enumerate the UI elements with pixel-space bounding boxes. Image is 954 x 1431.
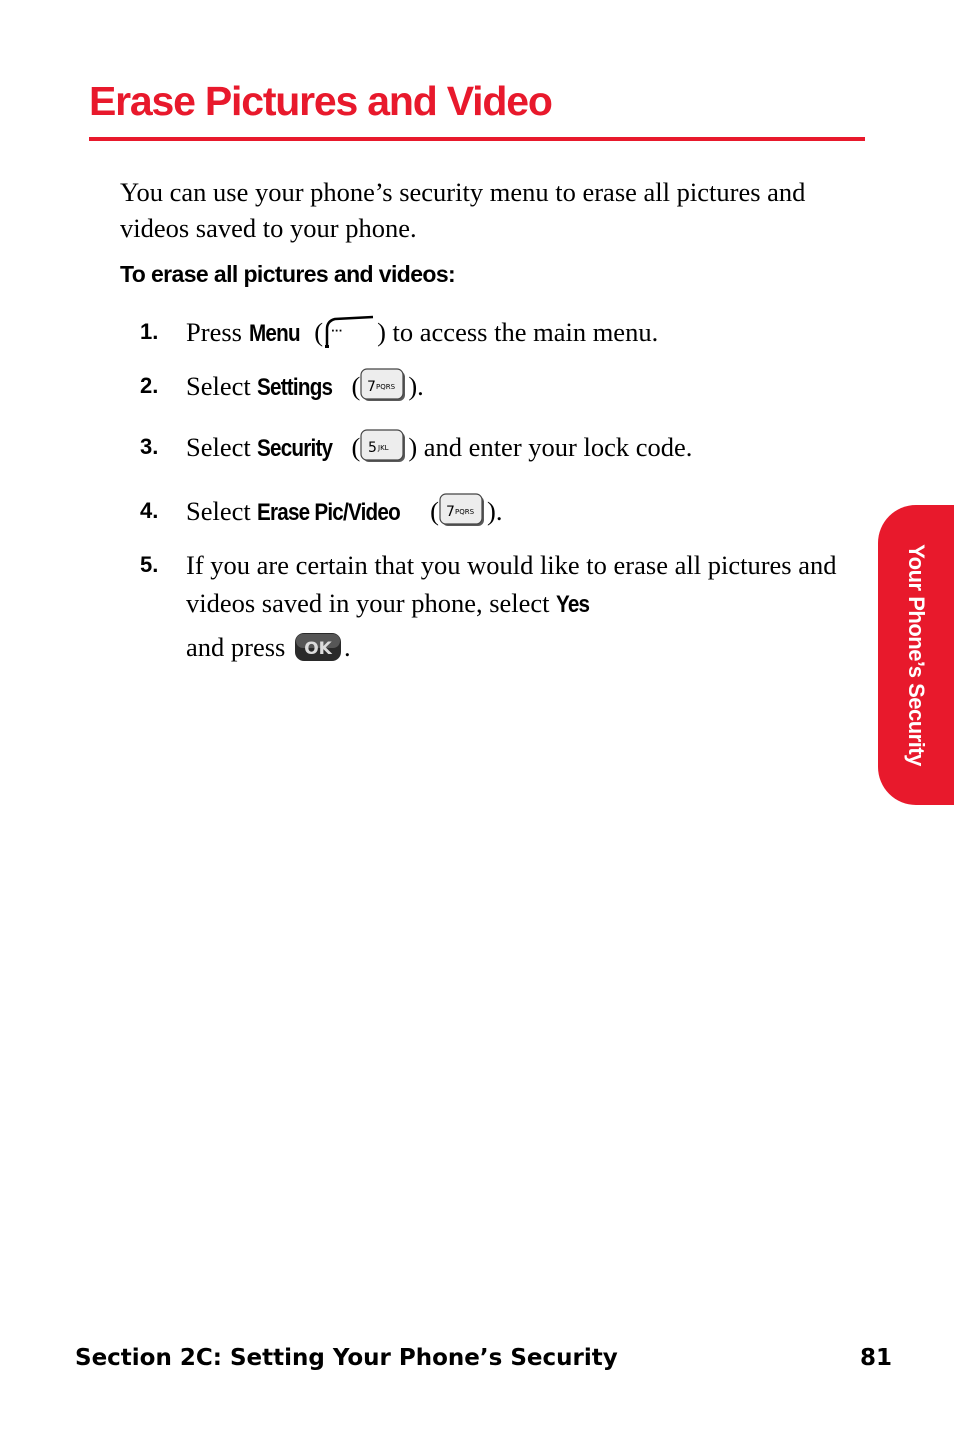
title-underline xyxy=(89,137,865,141)
step-text-paren: ( xyxy=(423,496,439,526)
key-letters: PQRS xyxy=(376,382,396,391)
step-text-post: ). xyxy=(487,496,503,526)
step-text-paren: ( xyxy=(307,317,324,347)
step-keyword-settings: Settings xyxy=(257,374,333,401)
step-text-paren: ( xyxy=(344,371,361,401)
section-side-tab-label-wrap xyxy=(878,505,954,805)
procedure-heading: To erase all pictures and videos: xyxy=(120,261,456,287)
step-number: 3. xyxy=(140,434,159,459)
footer-section-title: Section 2C: Setting Your Phone’s Security xyxy=(75,1345,618,1371)
step-text xyxy=(186,492,850,532)
step-3 xyxy=(140,428,850,468)
step-text xyxy=(186,313,850,353)
step-keyword-security: Security xyxy=(257,435,333,462)
step-number: 2. xyxy=(140,373,159,398)
step-text-post: ). xyxy=(408,371,424,401)
svg-text:···: ··· xyxy=(331,325,343,337)
step-keyword-yes: Yes xyxy=(556,591,590,618)
intro-paragraph: You can use your phone’s security menu to erase all pictures and videos saved to your phone. xyxy=(120,177,806,243)
key-letters: JKL xyxy=(378,443,389,452)
step-text xyxy=(186,367,850,407)
ok-key-icon xyxy=(292,630,344,664)
key-digit: 7 xyxy=(367,378,377,395)
step-text-mid: and press xyxy=(186,632,292,662)
step-text-post: . xyxy=(343,632,351,662)
step-number: 4. xyxy=(140,498,159,523)
step-2 xyxy=(140,367,850,407)
menu-softkey-icon xyxy=(323,315,377,349)
key-digit: 5 xyxy=(368,439,378,456)
section-side-tab-label: Your Phone’s Security xyxy=(904,544,929,766)
key-7-icon xyxy=(360,368,408,404)
key-5-icon xyxy=(360,429,408,465)
step-keyword-erase-pic-video: Erase Pic/Video xyxy=(257,499,401,526)
ok-key-label: OK xyxy=(304,638,332,659)
footer-page-number: 81 xyxy=(859,1345,892,1371)
step-text xyxy=(186,428,850,468)
step-text-paren: ( xyxy=(344,432,361,462)
step-text xyxy=(186,546,840,624)
step-text-pre: Press xyxy=(186,317,249,347)
step-4 xyxy=(140,492,850,532)
key-7-icon xyxy=(439,493,487,529)
page-title: Erase Pictures and Video xyxy=(89,78,552,124)
key-letters: PQRS xyxy=(455,507,475,516)
step-number: 5. xyxy=(140,552,159,577)
step-text-pre: Select xyxy=(186,432,258,462)
step-keyword-menu: Menu xyxy=(248,320,300,347)
step-text-pre: If you are certain that you would like to erase all pictures and videos saved in your phone, select xyxy=(186,550,837,618)
step-text-continued xyxy=(186,628,840,667)
step-1 xyxy=(140,313,850,353)
step-5 xyxy=(140,546,840,667)
key-digit: 7 xyxy=(446,503,455,520)
step-text-post: ) and enter your lock code. xyxy=(408,432,693,462)
step-text-pre: Select xyxy=(186,371,258,401)
step-text-pre: Select xyxy=(186,496,258,526)
step-text-post: ) to access the main menu. xyxy=(377,317,659,347)
step-number: 1. xyxy=(140,319,159,344)
